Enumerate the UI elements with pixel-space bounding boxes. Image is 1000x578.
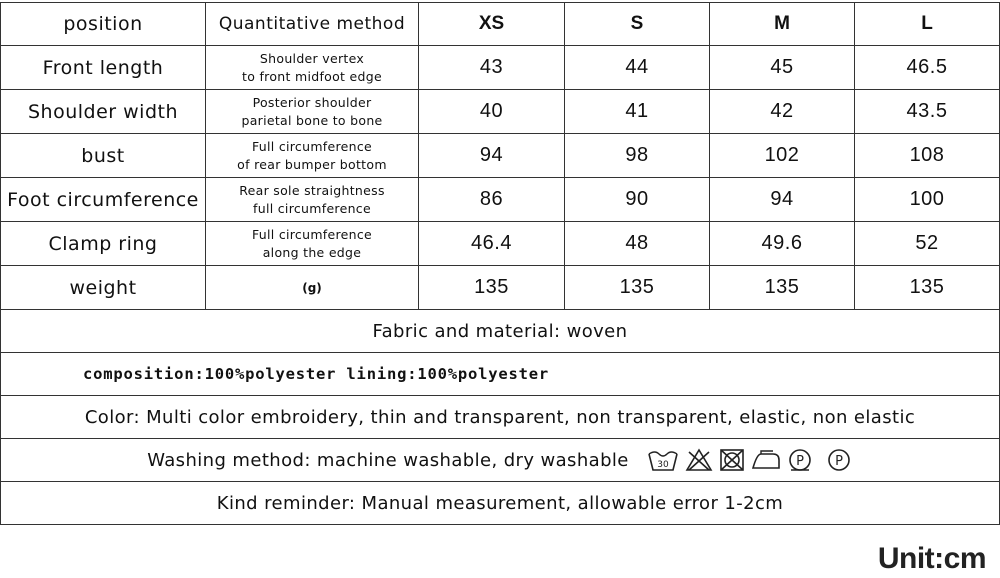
table-row [1, 90, 1000, 134]
no-tumble-dry-icon [719, 448, 745, 472]
value-l: 52 [855, 222, 1000, 266]
value-xs: 46.4 [419, 222, 565, 266]
fabric-row [1, 310, 1000, 353]
method-line: Full circumference [251, 226, 373, 242]
composition-text: composition:100%polyester lining:100%polyester [1, 353, 1000, 396]
value-l: 135 [855, 266, 1000, 310]
value-m: 135 [710, 266, 855, 310]
header-position: position [1, 3, 206, 46]
dry-clean-p-icon [787, 448, 813, 472]
washing-row [1, 439, 1000, 482]
iron-icon [751, 448, 781, 472]
dry-clean-letter: P [795, 454, 804, 469]
row-position: Foot circumference [1, 178, 206, 222]
table-row [1, 134, 1000, 178]
no-bleach-icon [685, 448, 713, 472]
value-xs: 94 [419, 134, 565, 178]
table-row [1, 266, 1000, 310]
header-size-m: M [710, 3, 855, 46]
method-line: Shoulder vertex [259, 50, 365, 66]
washing-text: Washing method: machine washable, dry washable [147, 449, 629, 471]
header-row [1, 3, 1000, 46]
color-text: Color: Multi color embroidery, thin and transparent, non transparent, elastic, non elastic [1, 396, 1000, 439]
method-line: parietal bone to bone [241, 112, 383, 128]
method-line: Full circumference [251, 138, 373, 154]
method-line: along the edge [262, 244, 362, 260]
value-xs: 135 [419, 266, 565, 310]
value-l: 100 [855, 178, 1000, 222]
care-icons [647, 448, 853, 472]
wash-30-icon [647, 448, 679, 472]
row-position: Front length [1, 46, 206, 90]
value-xs: 43 [419, 46, 565, 90]
value-s: 135 [565, 266, 710, 310]
value-s: 98 [565, 134, 710, 178]
row-method [206, 90, 419, 134]
row-position: weight [1, 266, 206, 310]
value-l: 108 [855, 134, 1000, 178]
value-s: 48 [565, 222, 710, 266]
method-line: Posterior shoulder [252, 94, 372, 110]
value-xs: 40 [419, 90, 565, 134]
method-line: to front midfoot edge [242, 68, 382, 84]
fabric-text: Fabric and material: woven [1, 310, 1000, 353]
row-position: bust [1, 134, 206, 178]
method-line: full circumference [253, 200, 371, 216]
value-m: 42 [710, 90, 855, 134]
method-line: of rear bumper bottom [237, 156, 387, 172]
row-method [206, 222, 419, 266]
value-l: 43.5 [855, 90, 1000, 134]
washing-content [147, 448, 853, 472]
value-xs: 86 [419, 178, 565, 222]
table-row [1, 46, 1000, 90]
header-size-xs: XS [419, 3, 565, 46]
value-m: 49.6 [710, 222, 855, 266]
reminder-text: Kind reminder: Manual measurement, allowable error 1-2cm [1, 482, 1000, 525]
wash-temp: 30 [657, 460, 669, 470]
value-s: 90 [565, 178, 710, 222]
header-size-s: S [565, 3, 710, 46]
value-s: 41 [565, 90, 710, 134]
value-l: 46.5 [855, 46, 1000, 90]
table-row [1, 222, 1000, 266]
value-m: 45 [710, 46, 855, 90]
value-m: 94 [710, 178, 855, 222]
reminder-row [1, 482, 1000, 525]
method-line: Rear sole straightness [239, 182, 385, 198]
unit-label: Unit:cm [877, 542, 986, 575]
dry-clean-letter: P [834, 454, 843, 469]
header-method: Quantitative method [206, 3, 419, 46]
composition-row [1, 353, 1000, 396]
color-row [1, 396, 1000, 439]
row-method [206, 134, 419, 178]
table-row [1, 178, 1000, 222]
size-table [0, 2, 1000, 525]
dry-clean-p-icon [819, 448, 853, 472]
row-position: Shoulder width [1, 90, 206, 134]
washing-cell [1, 439, 1000, 482]
header-size-l: L [855, 3, 1000, 46]
row-method [206, 46, 419, 90]
row-method [206, 178, 419, 222]
row-position: Clamp ring [1, 222, 206, 266]
row-method: (g) [206, 266, 419, 310]
value-s: 44 [565, 46, 710, 90]
value-m: 102 [710, 134, 855, 178]
